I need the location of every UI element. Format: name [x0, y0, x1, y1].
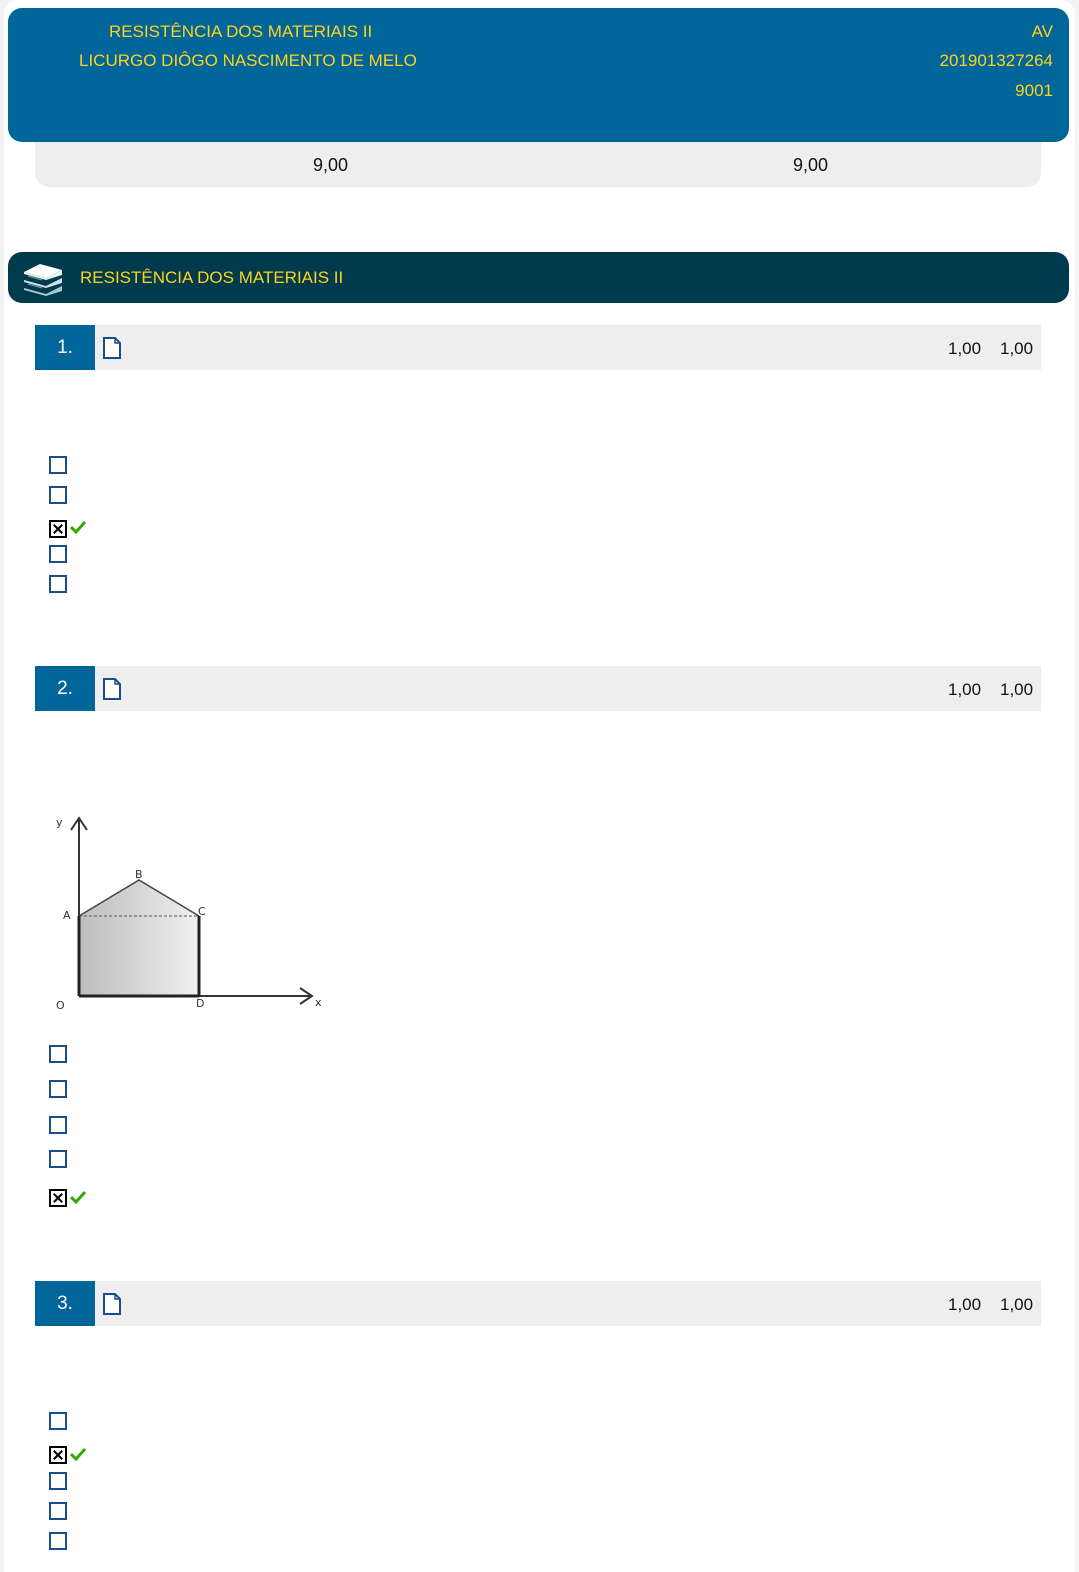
- option-checkbox[interactable]: [49, 456, 67, 474]
- option-checkbox[interactable]: [49, 1045, 67, 1063]
- point-a-label: A: [63, 909, 71, 922]
- point-o-label: O: [56, 999, 65, 1012]
- exam-type: AV: [1031, 22, 1053, 41]
- question-score-a: 1,00: [948, 339, 982, 358]
- section-title: RESISTÊNCIA DOS MATERIAIS II: [80, 268, 344, 287]
- question-number: 3.: [35, 1281, 95, 1326]
- axis-y-label: y: [56, 816, 63, 829]
- correct-check-icon: [70, 1447, 86, 1466]
- course-name: RESISTÊNCIA DOS MATERIAIS II: [109, 22, 373, 41]
- option-checkbox[interactable]: [49, 486, 67, 504]
- document-icon[interactable]: [102, 678, 122, 705]
- document-icon[interactable]: [102, 1293, 122, 1320]
- option-checkbox-selected[interactable]: [49, 1446, 67, 1464]
- option-checkbox[interactable]: [49, 1502, 67, 1520]
- question-score-b: 1,00: [1000, 1295, 1034, 1314]
- document-icon[interactable]: [102, 337, 122, 364]
- question-score-a: 1,00: [948, 680, 982, 699]
- correct-check-icon: [70, 1190, 86, 1209]
- question-score-a: 1,00: [948, 1295, 982, 1314]
- question-3-header: [35, 1281, 1041, 1326]
- question-score-b: 1,00: [1000, 339, 1034, 358]
- score-right: 9,00: [793, 155, 829, 175]
- option-checkbox[interactable]: [49, 1150, 67, 1168]
- option-checkbox-selected[interactable]: [49, 520, 67, 538]
- question-score-b: 1,00: [1000, 680, 1034, 699]
- class-code: 9001: [1015, 81, 1053, 100]
- axis-x-label: x: [315, 996, 322, 1009]
- option-checkbox-selected[interactable]: [49, 1189, 67, 1207]
- section-diagram: [50, 812, 340, 1017]
- question-2-header: [35, 666, 1041, 711]
- page: [4, 0, 1075, 1572]
- correct-check-icon: [70, 520, 86, 539]
- option-checkbox[interactable]: [49, 1080, 67, 1098]
- registration-number: 201901327264: [939, 51, 1053, 70]
- point-b-label: B: [135, 868, 143, 881]
- question-number: 1.: [35, 325, 95, 370]
- point-d-label: D: [196, 997, 205, 1010]
- question-1-header: [35, 325, 1041, 370]
- section-header: [8, 252, 1069, 303]
- score-left: 9,00: [313, 155, 349, 175]
- option-checkbox[interactable]: [49, 545, 67, 563]
- student-name: LICURGO DIÔGO NASCIMENTO DE MELO: [79, 51, 417, 70]
- exam-header: [8, 8, 1069, 142]
- option-checkbox[interactable]: [49, 1472, 67, 1490]
- question-number: 2.: [35, 666, 95, 711]
- books-icon: [20, 258, 66, 301]
- option-checkbox[interactable]: [49, 1532, 67, 1550]
- option-checkbox[interactable]: [49, 1116, 67, 1134]
- score-summary: [35, 142, 1041, 187]
- option-checkbox[interactable]: [49, 1412, 67, 1430]
- option-checkbox[interactable]: [49, 575, 67, 593]
- point-c-label: C: [198, 905, 206, 918]
